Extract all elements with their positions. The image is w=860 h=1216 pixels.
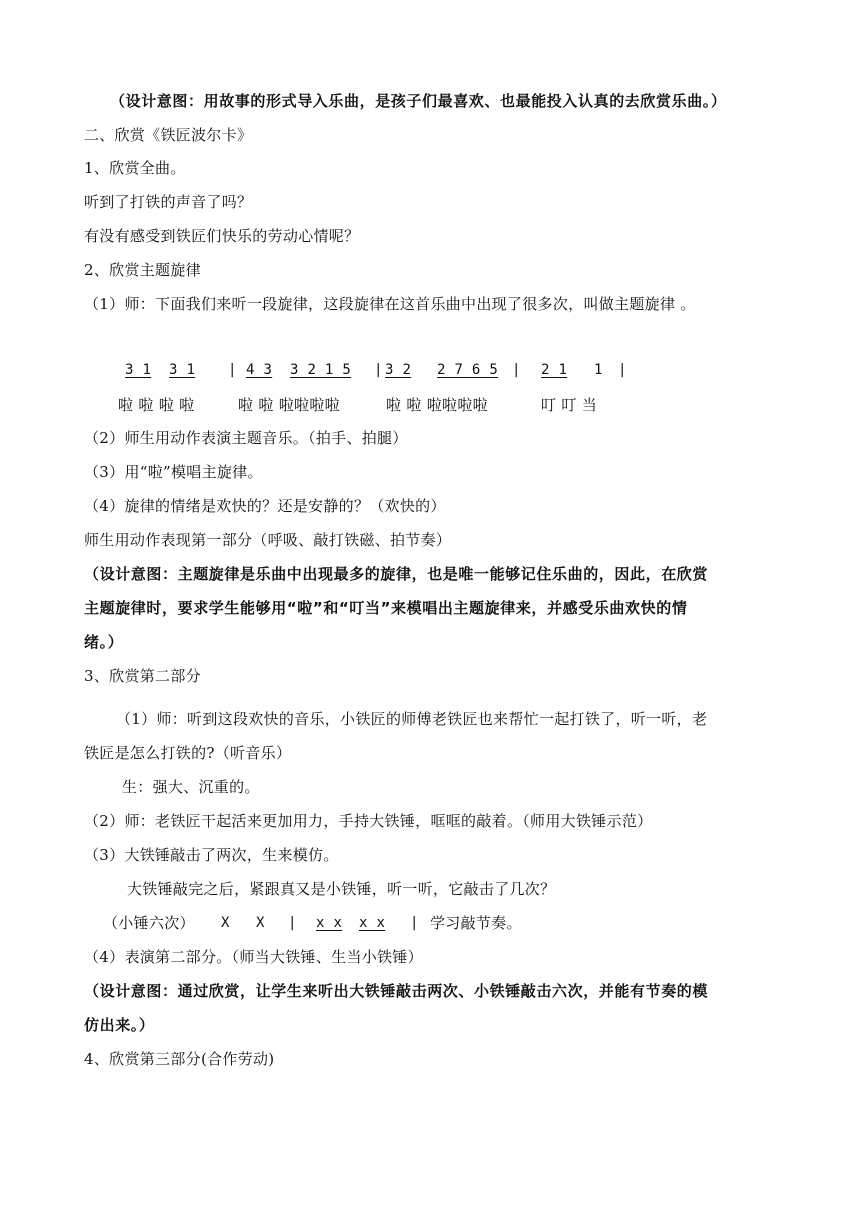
- teacher-old-smith: （1）师：听到这段欢快的音乐，小铁匠的师傅老铁匠也来帮忙一起打铁了，听一听，老: [116, 710, 708, 728]
- bar-line: |: [374, 362, 383, 378]
- design-intent-2b: 主题旋律时，要求学生能够用“啦”和“叮当”来模唱出主题旋律来，并感受乐曲欢快的情: [84, 599, 688, 617]
- teacher-old-smith-cont: 铁匠是怎么打铁的?（听音乐）: [84, 744, 292, 762]
- bar-line: |: [512, 362, 521, 378]
- rhythm-beat-pair: x x: [316, 915, 343, 931]
- note-group: 3 1: [169, 362, 196, 378]
- design-intent-1: （设计意图：用故事的形式导入乐曲，是孩子们最喜欢、也最能投入认真的去欣赏乐曲。）: [110, 92, 727, 110]
- lyric-group: 啦 啦 啦啦啦啦: [386, 396, 488, 414]
- note-group: 4 3: [246, 362, 273, 378]
- rhythm-beat-pair: x x: [359, 915, 386, 931]
- student-answer: 生：强大、沉重的。: [122, 778, 260, 796]
- rhythm-beat: X: [221, 915, 230, 931]
- lyric-group: 叮 叮 当: [541, 396, 598, 414]
- step-perform-part-two: （4）表演第二部分。（师当大铁锤、生当小铁锤）: [84, 948, 423, 966]
- bar-line: |: [410, 915, 419, 931]
- design-intent-2c: 绪。）: [84, 633, 124, 651]
- teacher-theme-intro: （1）师：下面我们来听一段旋律，这段旋律在这首乐曲中出现了很多次，叫做主题旋律 。: [84, 295, 696, 313]
- question-hear-sound: 听到了打铁的声音了吗？: [84, 193, 253, 211]
- rhythm-instruction: 学习敲节奏。: [430, 914, 522, 932]
- note-group: 3 1: [125, 362, 152, 378]
- section-heading-appreciate: 二、欣赏《铁匠波尔卡》: [84, 126, 253, 144]
- note-group: 2 7 6 5: [437, 362, 499, 378]
- rhythm-beat: X: [256, 915, 265, 931]
- question-feel-mood: 有没有感受到铁匠们快乐的劳动心情呢？: [84, 227, 360, 245]
- note-group: 2 1: [541, 362, 568, 378]
- note-group: 3 2 1 5: [290, 362, 352, 378]
- step-mood-question: （4）旋律的情绪是欢快的？还是安静的？（欢快的）: [84, 497, 446, 515]
- lyric-group: 啦 啦 啦 啦: [118, 396, 195, 414]
- small-hammer-question: 大铁锤敲完之后，紧跟真又是小铁锤，听一听，它敲击了几次？: [127, 880, 556, 898]
- melody-lyrics: [0, 395, 860, 417]
- design-intent-2a: （设计意图：主题旋律是乐曲中出现最多的旋律，也是唯一能够记住乐曲的，因此，在欣赏: [84, 565, 709, 583]
- melody-notation: [0, 360, 860, 382]
- step-1-heading: 1、欣赏全曲。: [84, 159, 186, 177]
- bar-line: |: [228, 362, 237, 378]
- rhythm-label: （小锤六次）: [103, 914, 195, 932]
- design-intent-3b: 仿出来。）: [84, 1016, 155, 1034]
- bar-line: |: [288, 915, 297, 931]
- step-act-theme: （2）师生用动作表演主题音乐。（拍手、拍腿）: [84, 429, 408, 447]
- note: 1: [594, 362, 603, 378]
- step-2-heading: 2、欣赏主题旋律: [84, 261, 201, 279]
- step-3-heading: 3、欣赏第二部分: [84, 667, 201, 685]
- step-4-heading: 4、欣赏第三部分(合作劳动): [84, 1050, 275, 1068]
- rhythm-row: [0, 913, 860, 935]
- bar-line: |: [618, 362, 627, 378]
- design-intent-3a: （设计意图：通过欣赏，让学生来听出大铁锤敲击两次、小铁锤敲击六次，并能有节奏的模: [84, 982, 709, 1000]
- part-one-actions: 师生用动作表现第一部分（呼吸、敲打铁磁、拍节奏）: [84, 531, 452, 549]
- step-sing-la: （3）用“啦”模唱主旋律。: [84, 463, 263, 481]
- teacher-big-hammer: （2）师：老铁匠干起活来更加用力，手持大铁锤，哐哐的敲着。（师用大铁锤示范）: [84, 812, 653, 830]
- note-group: 3 2: [385, 362, 412, 378]
- step-big-hammer-twice: （3）大铁锤敲击了两次，生来模仿。: [84, 846, 339, 864]
- lyric-group: 啦 啦 啦啦啦啦: [238, 396, 340, 414]
